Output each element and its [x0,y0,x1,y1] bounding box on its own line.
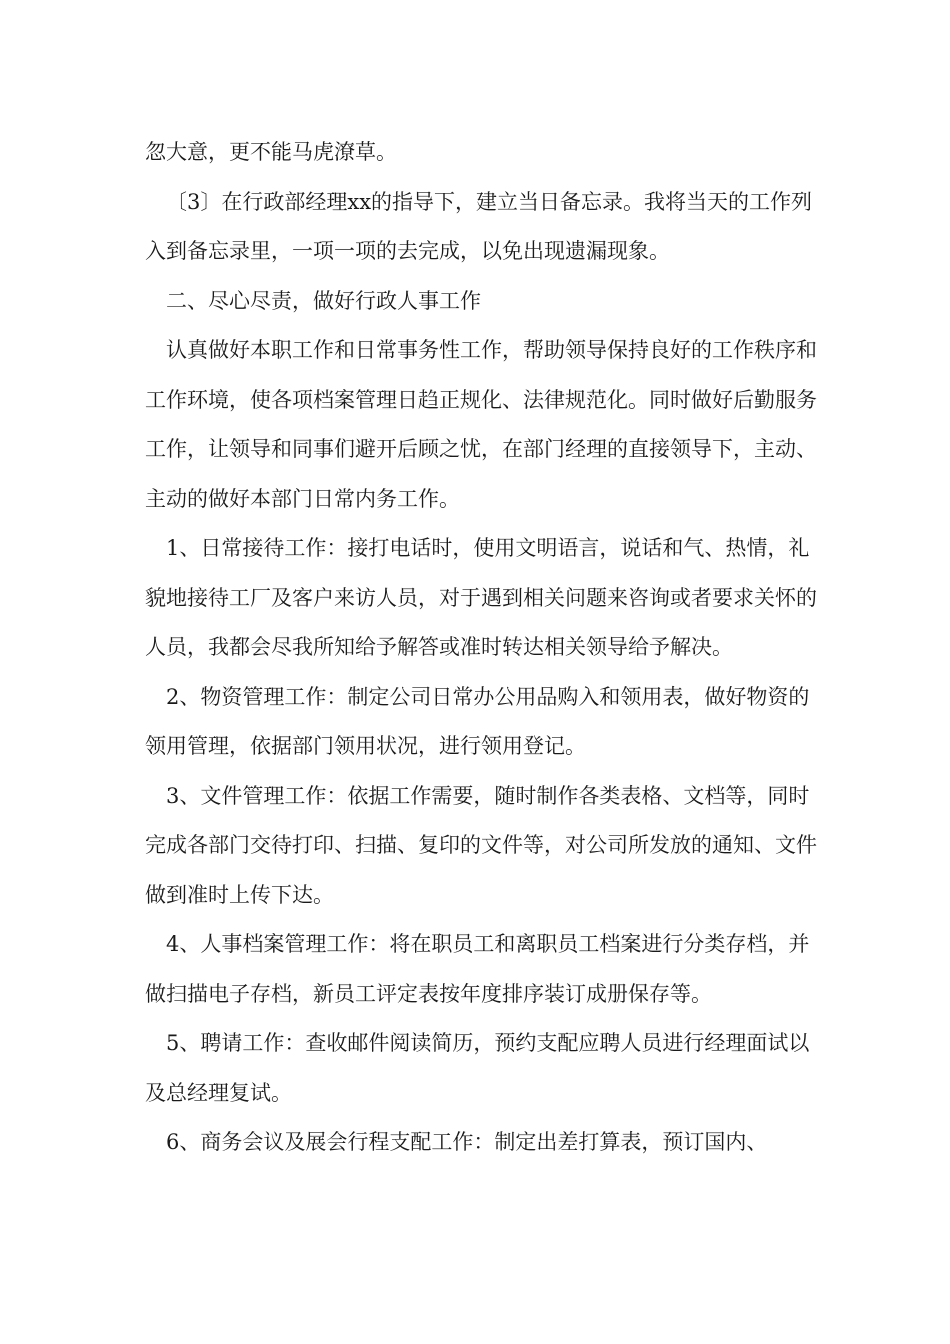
paragraph-2: 〔3〕在行政部经理xx的指导下，建立当日备忘录。我将当天的工作列入到备忘录里，一项一项的去完成，以免出现遗漏现象。 [145,189,813,263]
paragraph-4: 认真做好本职工作和日常事务性工作，帮助领导保持良好的工作秩序和工作环境，使各项档案管理日趋正规化、法律规范化。同时做好后勤服务工作，让领导和同事们避开后顾之忧，在部门经理的直接领导下，主动、主动的做好本部门日常内务工作。 [145,338,817,511]
list-item-3: 3、文件管理工作：依据工作需要，随时制作各类表格、文档等，同时完成各部门交待打印、扫描、复印的文件等，对公司所发放的通知、文件做到准时上传下达。 [145,783,817,907]
list-item-5: 5、聘请工作：查收邮件阅读简历，预约支配应聘人员进行经理面试以及总经理复试。 [145,1031,810,1105]
list-item-2: 2、物资管理工作：制定公司日常办公用品购入和领用表，做好物资的领用管理，依据部门领用状况，进行领用登记。 [145,684,810,758]
document-body [145,128,825,1168]
list-item-4: 4、人事档案管理工作：将在职员工和离职员工档案进行分类存档，并做扫描电子存档，新员工评定表按年度排序装订成册保存等。 [145,932,810,1006]
paragraph-1: 忽大意，更不能马虎潦草。 [145,140,397,164]
list-item-6: 6、商务会议及展会行程支配工作：制定出差打算表，预订国内、 [166,1130,768,1154]
section-heading: 二、尽心尽责，做好行政人事工作 [166,288,481,313]
list-item-1: 1、日常接待工作：接打电话时，使用文明语言，说话和气、热情，礼貌地接待工厂及客户来访人员，对于遇到相关问题来咨询或者要求关怀的人员，我都会尽我所知给予解答或准时转达相关领导给予解决。 [145,536,817,659]
